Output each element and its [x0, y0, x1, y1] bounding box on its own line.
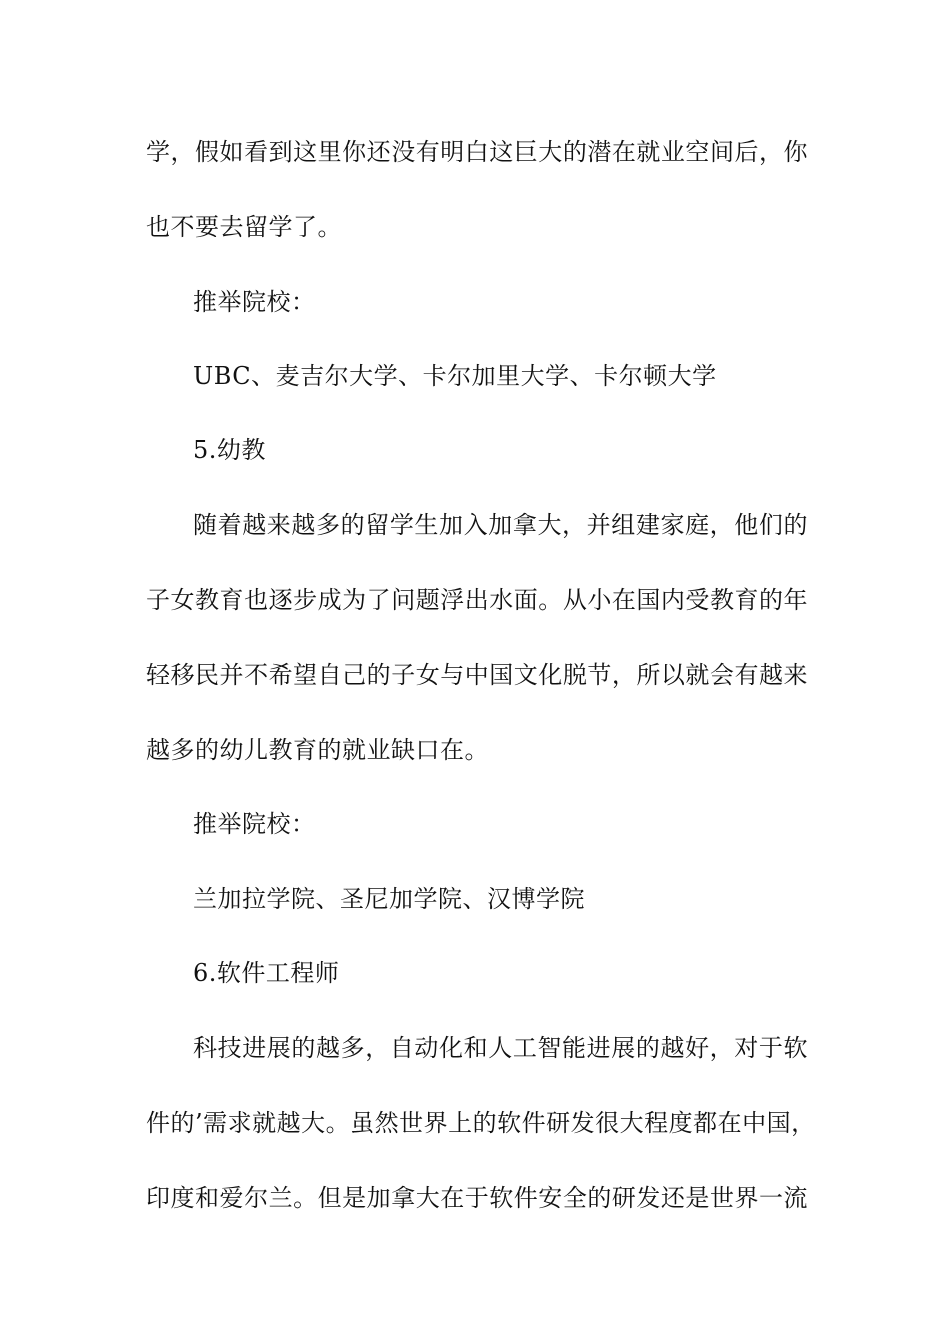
section-heading: 6.软件工程师 [193, 959, 340, 987]
paragraph-line: 学，假如看到这里你还没有明白这巨大的潜在就业空间后，你 [146, 138, 808, 166]
paragraph-line: 印度和爱尔兰。但是加拿大在于软件安全的研发还是世界一流 [146, 1184, 808, 1212]
paragraph-line: 子女教育也逐步成为了问题浮出水面。从小在国内受教育的年 [146, 586, 808, 614]
paragraph-line: 科技进展的越多，自动化和人工智能进展的越好，对于软 [193, 1034, 808, 1062]
paragraph-line: 件的’需求就越大。虽然世界上的软件研发很大程度都在中国， [146, 1109, 816, 1137]
paragraph-line: 随着越来越多的留学生加入加拿大，并组建家庭，他们的 [193, 511, 808, 539]
school-list: 兰加拉学院、圣尼加学院、汉博学院 [193, 885, 585, 913]
paragraph-line: 越多的幼儿教育的就业缺口在。 [146, 736, 489, 764]
section-heading: 5.幼教 [193, 436, 266, 464]
paragraph-line: 也不要去留学了。 [146, 213, 342, 241]
school-list: UBC、麦吉尔大学、卡尔加里大学、卡尔顿大学 [193, 362, 717, 390]
paragraph-line: 轻移民并不希望自己的子女与中国文化脱节，所以就会有越来 [146, 661, 808, 689]
section-label: 推举院校： [193, 288, 316, 316]
section-label: 推举院校： [193, 810, 316, 838]
